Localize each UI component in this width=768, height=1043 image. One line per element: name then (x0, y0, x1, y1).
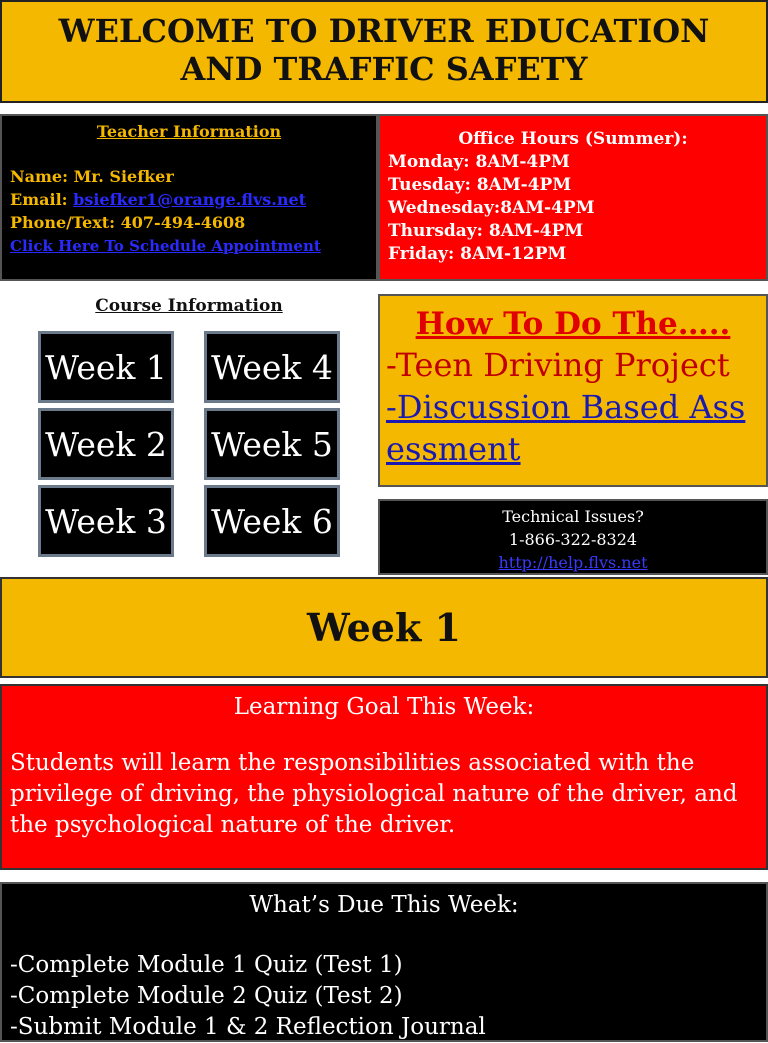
teacher-info-panel (0, 114, 378, 281)
technical-issues-panel (378, 499, 768, 575)
due-item: -Submit Module 1 & 2 Reflection Journal (10, 1014, 486, 1040)
teen-driving-project-item: -Teen Driving Project (386, 346, 730, 384)
week-4-button[interactable]: Week 4 (204, 331, 340, 403)
support-phone: 1-866-322-8324 (508, 530, 638, 549)
how-to-panel (378, 294, 768, 487)
due-item: -Complete Module 2 Quiz (Test 2) (10, 983, 403, 1009)
week-1-button[interactable]: Week 1 (38, 331, 174, 403)
teacher-info-header: Teacher Information (96, 122, 282, 141)
banner-title-line1: WELCOME TO DRIVER EDUCATION (58, 12, 710, 50)
technical-issues-title: Technical Issues? (502, 507, 644, 526)
learning-goal-text: Students will learn the responsibilities associated with the privilege of driving, the physiological nature of the driver, and the psychological nature of the driver. (10, 750, 738, 838)
office-hours-row: Thursday: 8AM-4PM (388, 221, 584, 241)
due-item: -Complete Module 1 Quiz (Test 1) (10, 952, 403, 978)
office-hours-row: Wednesday:8AM-4PM (388, 198, 595, 218)
help-site-link[interactable]: http://help.flvs.net (498, 553, 648, 572)
week-6-button[interactable]: Week 6 (204, 485, 340, 557)
due-header: What’s Due This Week: (249, 892, 519, 918)
week-section-title: Week 1 (0, 577, 768, 678)
course-info-title: Course Information (95, 296, 283, 316)
learning-goal-header: Learning Goal This Week: (233, 694, 535, 720)
office-hours-panel (378, 114, 768, 281)
teacher-email-row (10, 188, 368, 211)
office-hours-row: Friday: 8AM-12PM (388, 244, 567, 264)
how-to-header: How To Do The….. (415, 306, 731, 342)
teacher-email-label: Email: (10, 190, 68, 209)
week-5-button[interactable]: Week 5 (204, 408, 340, 480)
week-2-button[interactable]: Week 2 (38, 408, 174, 480)
office-hours-header: Office Hours (Summer): (458, 129, 688, 149)
learning-goal-panel (0, 684, 768, 870)
teacher-email-link[interactable]: bsiefker1@orange.flvs.net (73, 190, 307, 209)
office-hours-row: Tuesday: 8AM-4PM (388, 175, 572, 195)
banner-title-line2: AND TRAFFIC SAFETY (180, 50, 588, 88)
office-hours-row: Monday: 8AM-4PM (388, 152, 570, 172)
discussion-assessment-link[interactable]: -Discussion Based Assessment (386, 388, 746, 468)
teacher-phone: Phone/Text: 407-494-4608 (10, 213, 246, 232)
week-3-button[interactable]: Week 3 (38, 485, 174, 557)
teacher-name: Name: Mr. Siefker (10, 167, 174, 186)
schedule-appointment-link[interactable]: Click Here To Schedule Appointment (10, 237, 321, 255)
welcome-banner (0, 0, 768, 103)
due-this-week-panel (0, 882, 768, 1042)
